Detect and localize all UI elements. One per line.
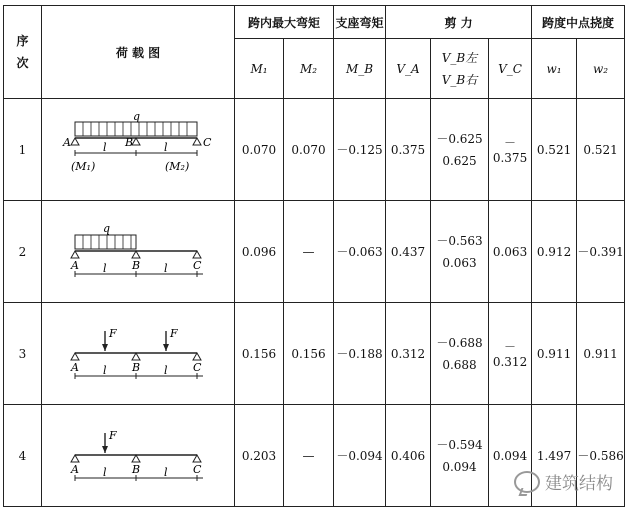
vb-header bbox=[431, 39, 489, 99]
q-label: q bbox=[133, 109, 141, 123]
watermark bbox=[514, 469, 613, 494]
svg-text:q: q bbox=[103, 221, 111, 235]
svg-text:l: l bbox=[164, 261, 168, 275]
m1-cell: 0.156 bbox=[235, 303, 284, 405]
vc-cell: －0.312 bbox=[489, 303, 532, 405]
svg-text:l: l bbox=[103, 261, 107, 275]
wechat-icon bbox=[514, 471, 540, 493]
m1-cell: 0.070 bbox=[235, 99, 284, 201]
load-diagram-header: 荷 载 图 bbox=[42, 6, 235, 99]
w2-cell: －0.391 bbox=[577, 201, 625, 303]
w1-cell: 0.911 bbox=[532, 303, 577, 405]
svg-text:F: F bbox=[109, 326, 117, 340]
beam-coefficient-table bbox=[3, 5, 625, 507]
w2-cell: －0.586 bbox=[577, 405, 625, 507]
mb-cell: －0.188 bbox=[334, 303, 386, 405]
vb-cell: －0.563 0.063 bbox=[431, 201, 489, 303]
vb-right-header: V_B右 bbox=[441, 72, 478, 87]
span-moment-header: 跨内最大弯矩 bbox=[235, 6, 334, 39]
m1-cell: 0.096 bbox=[235, 201, 284, 303]
va-cell: 0.312 bbox=[386, 303, 431, 405]
w1-cell: 1.497 bbox=[532, 405, 577, 507]
seq-header: 序次 bbox=[4, 6, 42, 99]
vb-cell: －0.594 0.094 bbox=[431, 405, 489, 507]
vb-cell: －0.688 0.688 bbox=[431, 303, 489, 405]
m2-marker: (M₂) bbox=[165, 159, 190, 173]
shear-header: 剪 力 bbox=[386, 6, 532, 39]
load-diagram-3 bbox=[42, 303, 235, 405]
vc-cell: －0.375 bbox=[489, 99, 532, 201]
svg-text:l: l bbox=[164, 465, 168, 479]
mb-cell: －0.125 bbox=[334, 99, 386, 201]
m2-cell: 0.156 bbox=[284, 303, 334, 405]
w1-header: w₁ bbox=[532, 39, 577, 99]
vb-cell: －0.625 0.625 bbox=[431, 99, 489, 201]
load-diagram-2 bbox=[42, 201, 235, 303]
row-seq: 4 bbox=[4, 405, 42, 507]
svg-text:C: C bbox=[193, 258, 202, 272]
m2-cell: 0.070 bbox=[284, 99, 334, 201]
row-seq: 2 bbox=[4, 201, 42, 303]
watermark-text: 建筑结构 bbox=[545, 474, 613, 494]
m2-header: M₂ bbox=[284, 39, 334, 99]
w1-cell: 0.521 bbox=[532, 99, 577, 201]
svg-text:B: B bbox=[132, 360, 141, 374]
svg-text:B: B bbox=[125, 135, 134, 149]
svg-text:l: l bbox=[164, 140, 168, 154]
svg-text:l: l bbox=[103, 140, 107, 154]
svg-text:C: C bbox=[203, 135, 212, 149]
table-row bbox=[4, 303, 625, 405]
svg-text:l: l bbox=[103, 363, 107, 377]
mb-header: M_B bbox=[334, 39, 386, 99]
svg-text:B: B bbox=[132, 258, 141, 272]
svg-text:F: F bbox=[170, 326, 178, 340]
svg-text:A: A bbox=[71, 360, 79, 374]
vc-cell: 0.063 bbox=[489, 201, 532, 303]
m1-header: M₁ bbox=[235, 39, 284, 99]
m2-cell: — bbox=[284, 405, 334, 507]
svg-text:l: l bbox=[103, 465, 107, 479]
row-seq: 1 bbox=[4, 99, 42, 201]
svg-text:B: B bbox=[132, 462, 141, 476]
load-diagram-1 bbox=[42, 99, 235, 201]
w1-cell: 0.912 bbox=[532, 201, 577, 303]
mb-cell: －0.094 bbox=[334, 405, 386, 507]
svg-text:F: F bbox=[109, 428, 117, 442]
vc-header: V_C bbox=[489, 39, 532, 99]
svg-text:C: C bbox=[193, 462, 202, 476]
vc-cell: 0.094 bbox=[489, 405, 532, 507]
va-cell: 0.437 bbox=[386, 201, 431, 303]
w2-cell: 0.911 bbox=[577, 303, 625, 405]
svg-text:A: A bbox=[71, 462, 79, 476]
vb-left-header: V_B左 bbox=[441, 50, 478, 65]
table-row bbox=[4, 201, 625, 303]
svg-text:A: A bbox=[63, 135, 71, 149]
m1-marker: (M₁) bbox=[71, 159, 96, 173]
row-seq: 3 bbox=[4, 303, 42, 405]
va-header: V_A bbox=[386, 39, 431, 99]
va-cell: 0.375 bbox=[386, 99, 431, 201]
support-moment-header: 支座弯矩 bbox=[334, 6, 386, 39]
va-cell: 0.406 bbox=[386, 405, 431, 507]
deflection-header: 跨度中点挠度 bbox=[532, 6, 625, 39]
svg-text:C: C bbox=[193, 360, 202, 374]
load-diagram-4 bbox=[42, 405, 235, 507]
mb-cell: －0.063 bbox=[334, 201, 386, 303]
w2-cell: 0.521 bbox=[577, 99, 625, 201]
svg-text:l: l bbox=[164, 363, 168, 377]
svg-text:A: A bbox=[71, 258, 79, 272]
w2-header: w₂ bbox=[577, 39, 625, 99]
m1-cell: 0.203 bbox=[235, 405, 284, 507]
table-row bbox=[4, 99, 625, 201]
m2-cell: — bbox=[284, 201, 334, 303]
